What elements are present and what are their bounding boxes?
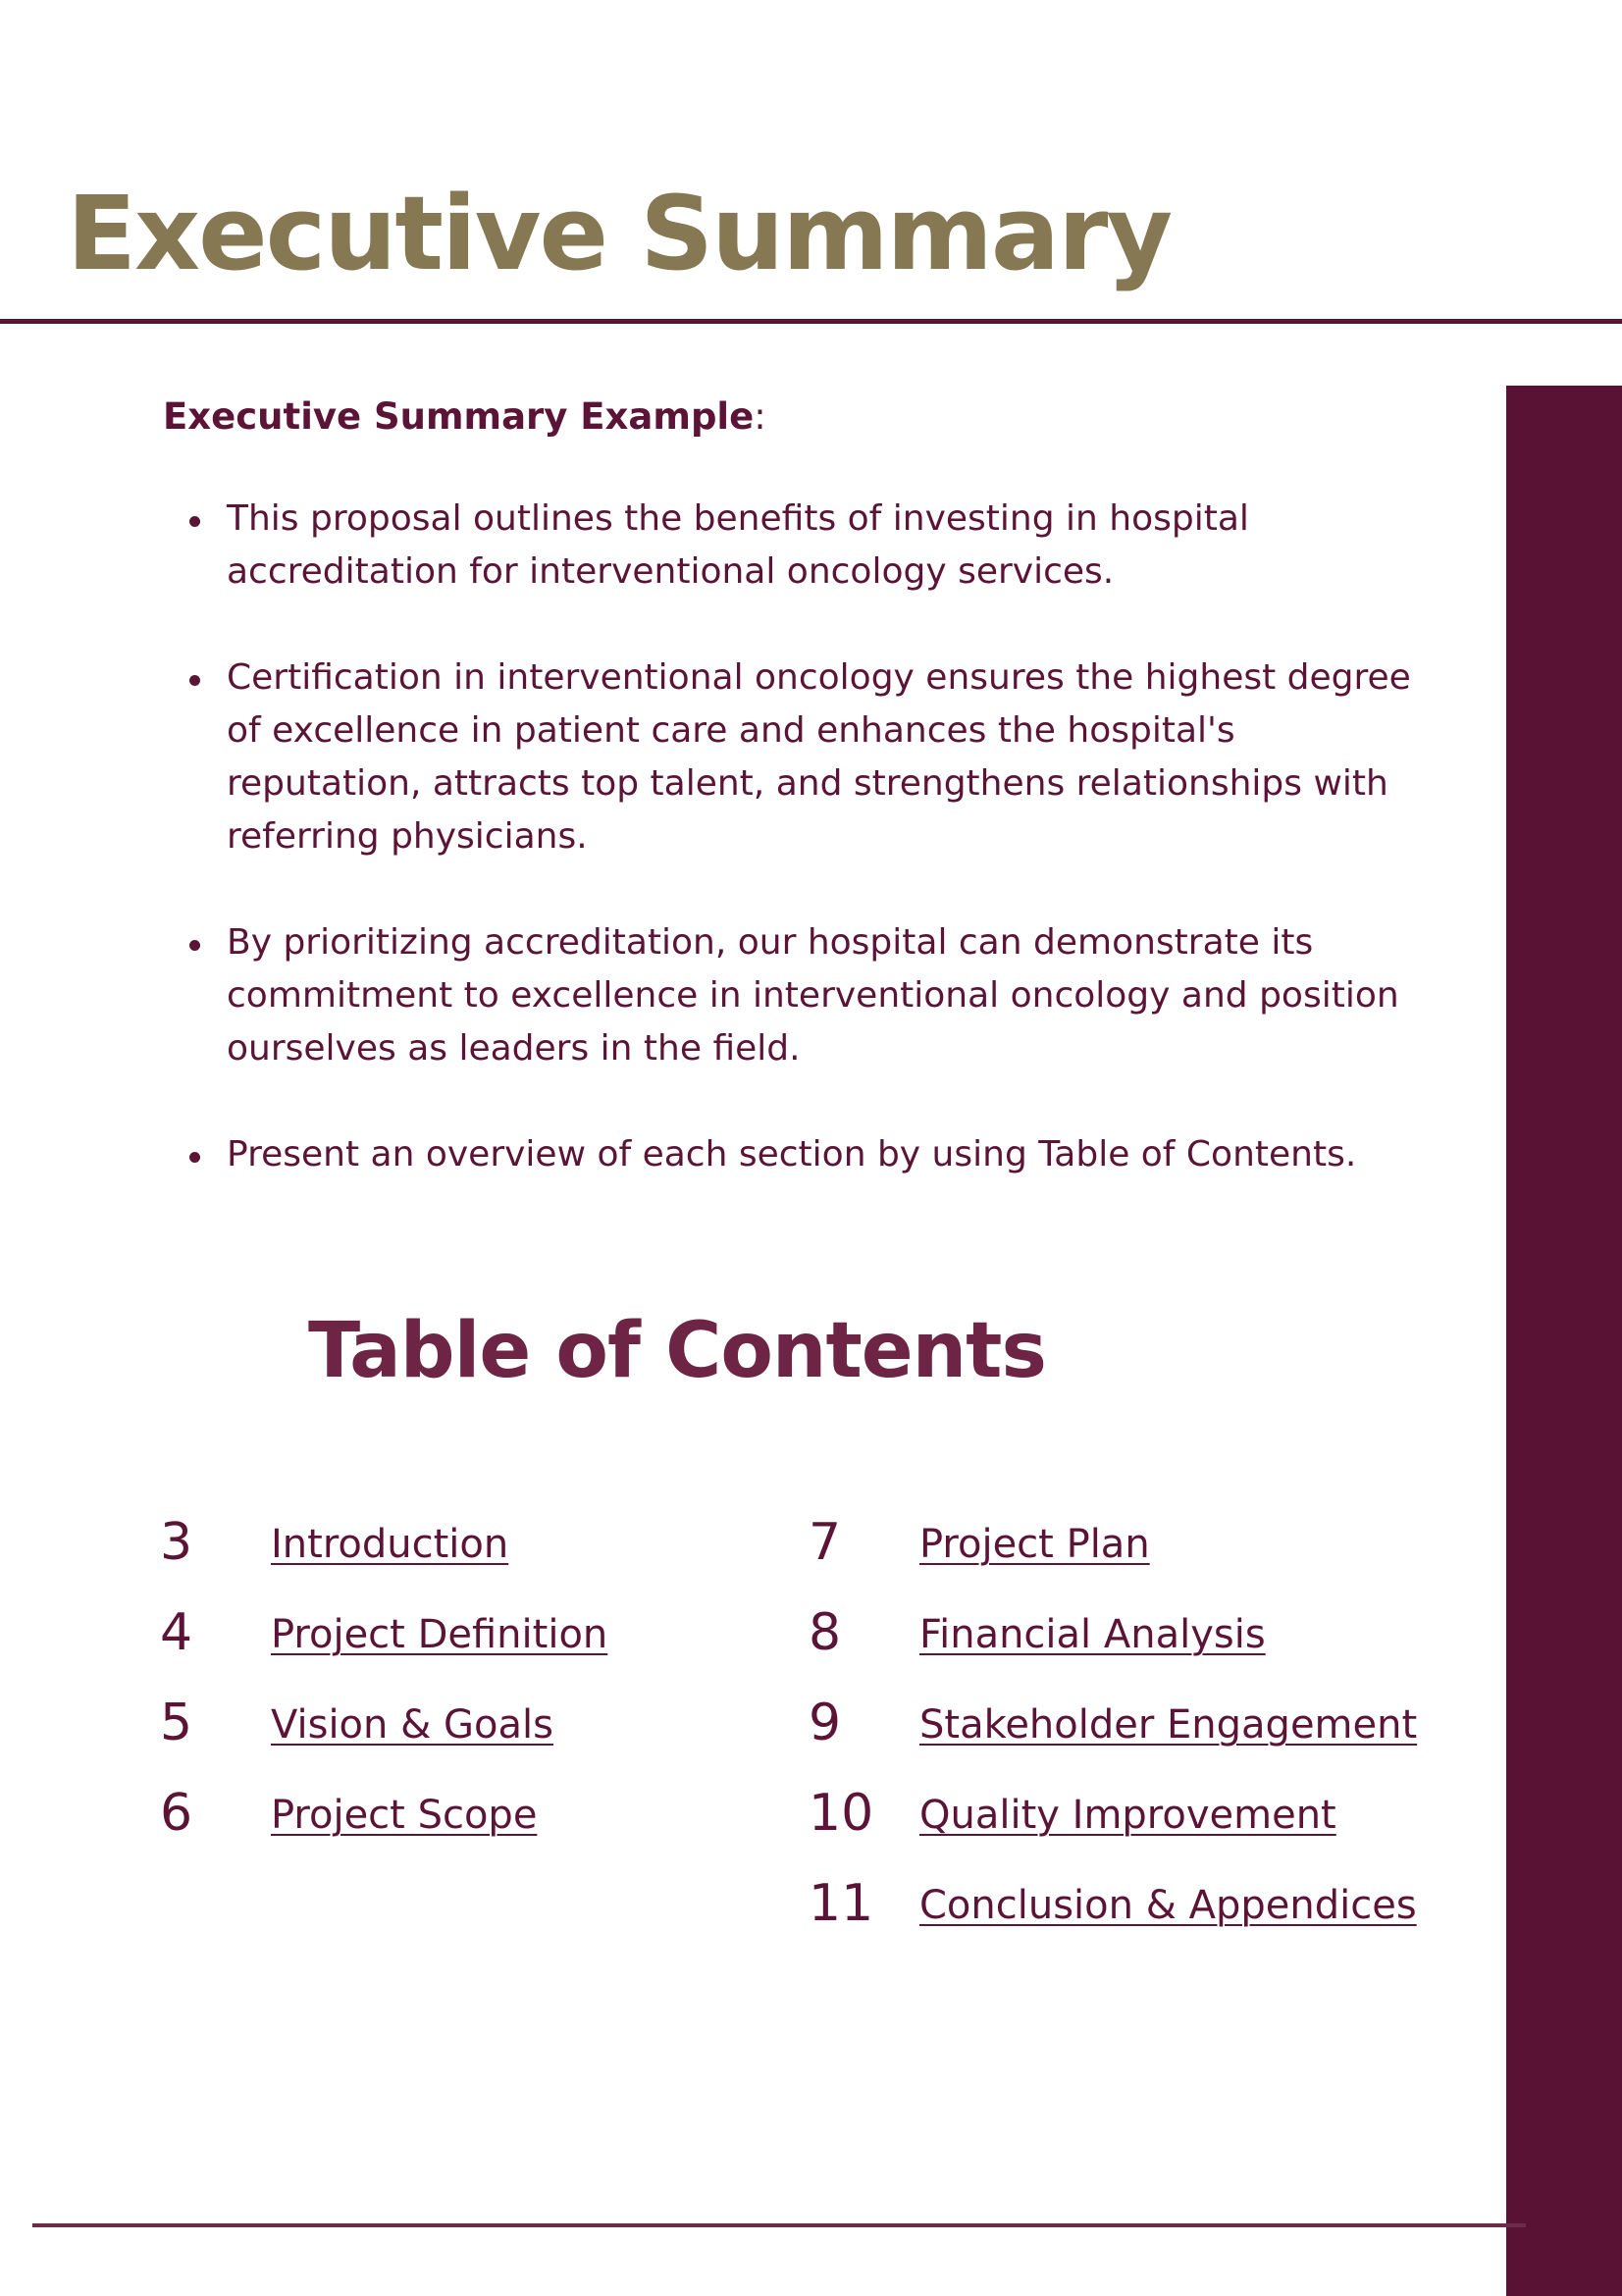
toc-link-vision-goals[interactable]: Vision & Goals — [271, 1702, 553, 1748]
page-title: Executive Summary — [67, 174, 1172, 293]
summary-bullet: Certification in interventional oncology ensures the highest degree of excellence in patient care and enhances the hospital's reputation, attracts top talent, and strengthens relationships with referring physicians. — [163, 652, 1419, 863]
summary-bullet-list — [163, 493, 1419, 1234]
toc-link-project-plan[interactable]: Project Plan — [919, 1522, 1150, 1567]
toc-page-number: 5 — [160, 1694, 193, 1752]
toc-page-number: 7 — [809, 1513, 842, 1572]
toc-page-number: 6 — [160, 1784, 193, 1843]
toc-page-number: 3 — [160, 1513, 193, 1572]
toc-link-project-definition[interactable]: Project Definition — [271, 1612, 608, 1657]
footer-divider — [32, 2223, 1526, 2227]
toc-link-conclusion-appendices[interactable]: Conclusion & Appendices — [919, 1883, 1417, 1928]
summary-heading-colon: : — [754, 395, 766, 438]
toc-title: Table of Contents — [308, 1307, 1046, 1395]
toc-page-number: 4 — [160, 1603, 193, 1662]
toc-link-stakeholder-engagement[interactable]: Stakeholder Engagement — [919, 1702, 1418, 1748]
summary-heading-label: Executive Summary Example — [163, 395, 755, 438]
toc-page-number: 9 — [809, 1694, 842, 1752]
summary-heading — [163, 391, 766, 444]
toc-page-number: 10 — [809, 1784, 874, 1843]
side-accent-bar — [1506, 386, 1622, 2296]
toc-link-financial-analysis[interactable]: Financial Analysis — [919, 1612, 1266, 1657]
title-divider — [0, 319, 1622, 324]
toc-page-number: 11 — [809, 1874, 874, 1933]
summary-bullet: By prioritizing accreditation, our hospital can demonstrate its commitment to excellence in interventional oncology and position ourselves as leaders in the field. — [163, 916, 1419, 1075]
toc-link-introduction[interactable]: Introduction — [271, 1522, 509, 1567]
summary-bullet: Present an overview of each section by using Table of Contents. — [163, 1128, 1419, 1181]
toc-page-number: 8 — [809, 1603, 842, 1662]
toc-link-project-scope[interactable]: Project Scope — [271, 1793, 538, 1838]
summary-bullet: This proposal outlines the benefits of investing in hospital accreditation for interventional oncology services. — [163, 493, 1419, 599]
toc-link-quality-improvement[interactable]: Quality Improvement — [919, 1793, 1336, 1838]
